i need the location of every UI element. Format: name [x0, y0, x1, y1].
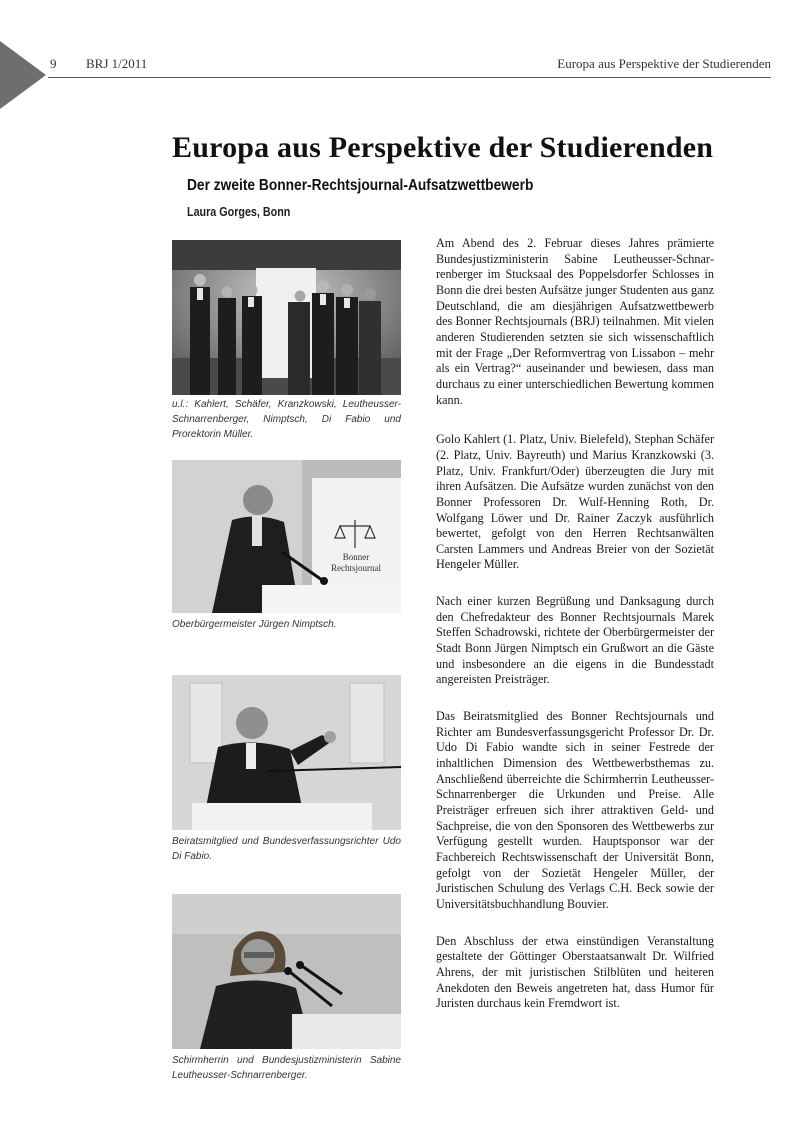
- speaker-photo-di-fabio: [172, 675, 401, 830]
- page-number: 9: [50, 56, 57, 71]
- lectern-sign-text: Rechtsjournal: [331, 563, 381, 573]
- running-header: [0, 0, 800, 80]
- article-subtitle: Der zweite Bonner-Rechtsjournal-Aufsatzwettbewerb: [187, 177, 534, 194]
- header-divider: [48, 77, 771, 78]
- body-paragraph: Das Beiratsmitglied des Bonner Rechtsjournals und Richter am Bundesverfassungsgericht Professor Dr. Dr. Udo Di Fabio wandte sich in seiner Festrede der inhaltlichen Dimension des Wettbewerbsthemas zu. Anschließend überreichte die Schirmherrin Leutheusser-Schnarrenberger die Urkunden und Preise. Alle Preisträger erfreuen sich ihrer attraktiven Geld- und Sachpreise, die von den Sponsoren des Wettbewerbs zur Verfügung gestellt wurden. Hauptsponsor war der Fachbereich Rechtswissenschaft der Universität Bonn, gefolgt von der Sozietät Hengeler Müller, der Juristischen Schulung des Verlags C.H. Beck sowie der Universitätsbuchhandlung Bouvier.: [436, 709, 714, 911]
- body-paragraph: Nach einer kurzen Begrüßung und Danksagung durch den Chefredakteur des Bonner Rechtsjournals Marek Steffen Schadrowski, richtete der Oberbürgermeister der Stadt Bonn Jürgen Nimptsch ein Grußwort an die Gäste und insbesondere an die eigens in die Bundesstadt angereisten Preisträger.: [436, 594, 714, 687]
- journal-issue: BRJ 1/2011: [86, 56, 148, 71]
- photo-caption: Beiratsmitglied und Bundesverfassungsrichter Udo Di Fabio.: [172, 836, 401, 862]
- photo-caption: Schirmherrin und Bundesjustizministerin Sabine Leutheusser-Schnarrenberger.: [172, 1055, 401, 1081]
- group-photo: [172, 240, 401, 395]
- lectern-sign-text: Bonner: [342, 552, 370, 562]
- photo-caption: u.l.: Kahlert, Schäfer, Kranzkowski, Leutheusser-Schnarrenberger, Nimptsch, Di Fabio und Prorektorin Müller.: [172, 399, 401, 440]
- article-title: Europa aus Perspektive der Studierenden: [172, 131, 714, 164]
- body-paragraph: Am Abend des 2. Februar dieses Jahres prämierte Bundesjustizministerin Sabine Leutheusser-Schnarrenberger im Stucksaal des Poppelsdorfer Schlosses in Bonn die drei besten Aufsätze junger Studenten aus ganz Deutschland, die am diesjährigen Aufsatzwettbewerb des Bonner Rechtsjournals (BRJ) teilnahmen. Mit vielen anderen Studierenden setzten sie sich wissenschaftlich mit der Frage „Der Reformvertrag von Lissabon – mehr als ein Vertrag?“ auseinander und bewiesen, dass man durchaus zu einer unterschiedlichen Bewertung kommen kann.: [436, 236, 714, 407]
- speaker-photo-minister: [172, 894, 401, 1049]
- body-paragraph: Den Abschluss der etwa einstündigen Veranstaltung gestaltete der Göttinger Oberstaatsanwalt Dr. Wilfried Ahrens, der mit juristischen Stilblüten und heiteren Anekdoten den Beweis angetreten hat, dass Humor für Juristen durchaus kein Fremdwort ist.: [436, 933, 714, 1011]
- article-body: [436, 236, 714, 1027]
- body-paragraph: Golo Kahlert (1. Platz, Univ. Bielefeld), Stephan Schäfer (2. Platz, Univ. Bayreuth) und Marius Kranzkowski (3. Platz, Univ. Frankfurt/Oder) überzeugten die Jury mit ihren Aufsätzen. Die Aufsätze wurden zunächst von den Bonner Professoren Dr. Wulf-Henning Roth, Dr. Wolfgang Löwer und Dr. Rainer Zaczyk ausführlich bewertet, gefolgt von den Herren Rechtsanwälten Carsten Lammers und Andreas Breier von der Sozietät Hengeler Müller.: [436, 432, 714, 572]
- speaker-photo-mayor: [172, 460, 401, 613]
- author-byline: Laura Gorges, Bonn: [187, 205, 291, 219]
- photo-caption: Oberbürgermeister Jürgen Nimptsch.: [172, 619, 337, 630]
- running-header-title: Europa aus Perspektive der Studierenden: [557, 56, 771, 71]
